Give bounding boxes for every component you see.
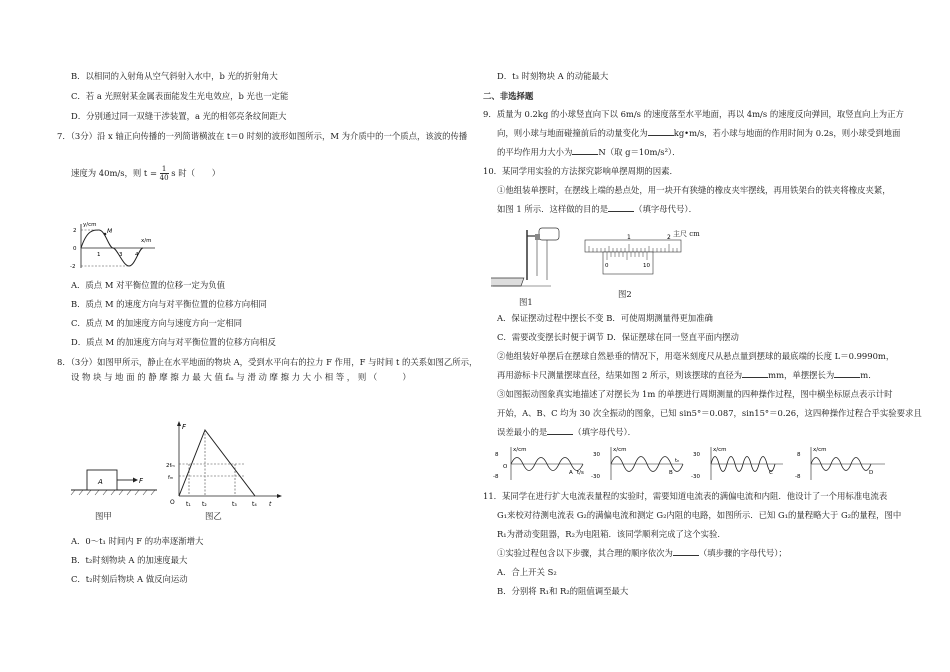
q10-part2-line-2 (483, 369, 877, 381)
caption-fig-2: 图2 (618, 289, 632, 299)
section-heading: 二、非选择题 (483, 91, 534, 101)
ft-2fm: 2fₘ (166, 463, 175, 469)
vernier-tick-10: 10 (643, 263, 650, 269)
q11-line-2: G₁来校对待测电流表 G₂的满偏电流和测定 G₂内阻的电路，如图所示．已知 G₁的量程略大于 G₂的量程，图中 (497, 510, 902, 520)
q7-speed-line (57, 165, 220, 182)
q11-text-b: （填步骤的字母代号）； (698, 548, 787, 558)
q9-text-c: 的平均作用力大小为 (497, 147, 573, 157)
q10-text-b: （填字母代号）． (634, 204, 697, 214)
block-a-label: A (98, 478, 103, 486)
q10-options-ab: A．保证摆动过程中摆长不变 B．可使周期测量得更加准确 (497, 313, 713, 323)
q11-line-3: R₁为滑动变阻器，R₂为电阻箱．该同学顺利完成了这个实验． (497, 529, 726, 539)
ft-axis-f: F (182, 423, 187, 431)
ft-t4: t₄ (252, 501, 257, 508)
osc-a-origin: O (503, 464, 508, 470)
q10-line-3 (483, 203, 697, 215)
q10-line-2: ①他组装单摆时，在摆线上端的悬点处，用一块开有狭缝的橡皮夹牢摆线，再用铁架台的铁夹将橡皮夹紧， (497, 185, 891, 195)
q6-option-c: C．若 a 光照射某金属表面能发生光电效应，b 光也一定能 (71, 91, 289, 101)
q7-stem: 7．（3分）沿 x 轴正向传播的一列简谐横波在 t＝0 时刻的波形如图所示，M 为介质中的一个质点，该波的传播 (57, 131, 468, 141)
osc-a-ylabel: x/cm (513, 447, 527, 453)
wave-x-label: x/m (141, 238, 152, 244)
q7-eq: = (149, 168, 157, 178)
wave-tick-x-4: 4 (135, 252, 139, 258)
q11-line-1: 11．某同学在进行扩大电流表量程的实验时，需要知道电流表的满偏电流和内阻．他设计了一个用标准电流表 (483, 491, 888, 501)
q10-p2-text-c: m． (860, 370, 877, 380)
q9-line-3 (483, 146, 680, 158)
q9-text-a: 向，则小球与地面碰撞前后的动量变化为 (497, 128, 648, 138)
vernier-main-text: 主尺 (673, 230, 687, 238)
q9-line-2 (483, 127, 900, 139)
q7-speed-suffix: s 时（ ） (171, 168, 221, 178)
q10-blank-3 (834, 369, 860, 378)
ft-t: t (269, 501, 272, 508)
q7-speed-prefix: 速度为 40m/s，则 t (71, 168, 148, 178)
wave-tick-y-neg2: -2 (70, 264, 76, 270)
vernier-tick-1: 1 (627, 234, 631, 241)
zoom-bubble (539, 228, 559, 240)
q8-stem-2: 设 物 块 与 地 面 的 静 摩 擦 力 最 大 值 fₘ 与 滑 动 摩 擦 力 大 小 相 等 ， 则 （ ） (71, 372, 411, 382)
q10-part2-line-1: ②他组装好单摆后在摆球自然悬垂的情况下，用毫米刻度尺从悬点量到摆球的最底端的长度 L＝0.9990m， (497, 351, 895, 361)
osc-a-t: t/s (577, 470, 584, 476)
osc-b-ylabel: x/cm (613, 447, 627, 453)
vernier-tick-0: 0 (605, 263, 609, 269)
osc-d-ylabel: x/cm (813, 447, 827, 453)
q10-stand-figure (491, 220, 571, 298)
wave-tick-x-3: 3 (119, 252, 123, 258)
q11-option-a: A．合上开关 S₂ (497, 567, 557, 577)
osc-b-bottom: -30 (591, 474, 600, 480)
q9-line-1: 9．质量为 0.2kg 的小球竖直向下以 6m/s 的速度落至水平地面，再以 4m/s 的速度反向弹回，取竖直向上为正方 (483, 109, 904, 119)
q7-frac-num: 1 (160, 165, 169, 174)
q10-part3-line-3 (483, 426, 636, 438)
vernier-tick-2: 2 (667, 234, 671, 241)
q11-blank-1 (673, 547, 699, 556)
ft-origin: O (170, 499, 175, 506)
q8-stem: 8．（3分）如图甲所示，静止在水平地面的物块 A，受到水平向右的拉力 F 作用，F 与时间 t 的关系如图乙所示， (57, 357, 478, 367)
q10-line-1: 10．某同学用实验的方法探究影响单摆周期的因素． (483, 166, 678, 176)
q10-p3-text-a: 误差最小的是 (497, 427, 548, 437)
q10-oscillation-figure (493, 444, 893, 484)
osc-d-label: D (869, 470, 874, 476)
q11-line-4 (483, 547, 787, 559)
q11-text-a: ①实验过程包含以下步骤，其合理的顺序依次为 (497, 548, 673, 558)
caption-fig-1: 图1 (519, 297, 533, 307)
q10-p2-text-a: 再用游标卡尺测量摆球直径，结果如图 2 所示，则该摆球的直径为 (497, 370, 743, 380)
wave-m-label: M (107, 228, 113, 235)
q9-text-d: N（取 g＝10m/s²）． (598, 147, 681, 157)
osc-a-label: A (569, 470, 573, 476)
q8-option-b: B．t₂时刻物块 A 的加速度最大 (71, 555, 188, 565)
q7-option-a: A．质点 M 对平衡位置的位移一定为负值 (71, 280, 225, 290)
q6-option-b: B．以相同的入射角从空气斜射入水中，b 光的折射角大 (71, 71, 278, 81)
force-label: F (139, 477, 144, 485)
q8-ft-graph (165, 420, 285, 510)
vernier-cm-text: cm (689, 230, 700, 238)
caption-fig-a: 图甲 (95, 511, 112, 521)
q7-option-c: C．质点 M 的加速度方向与速度方向一定相同 (71, 318, 243, 328)
osc-graph-b (591, 447, 683, 480)
q8-option-d: D．t₃ 时刻物块 A 的动能最大 (497, 71, 609, 81)
ft-triangle (179, 430, 255, 496)
vernier-main-label (673, 228, 700, 240)
osc-b-tn: tₙ (675, 458, 680, 464)
ft-t1: t₁ (186, 501, 191, 508)
caption-fig-b: 图乙 (205, 511, 222, 521)
osc-a-bottom: -8 (493, 474, 499, 480)
q10-options-cd: C．需要改变摆长时便于调节 D．保证摆球在同一竖直平面内摆动 (497, 332, 739, 342)
q8-option-a: A．0～t₁ 时间内 F 的功率逐渐增大 (71, 536, 204, 546)
q9-text-b: kg•m/s，若小球与地面的作用时间为 0.2s，则小球受到地面 (673, 128, 901, 138)
q8-option-c: C．t₂时刻后物块 A 做反向运动 (71, 574, 188, 584)
q7-frac-den: 40 (159, 174, 169, 182)
q6-option-d: D．分别通过同一双缝干涉装置，a 光的相邻亮条纹间距大 (71, 111, 287, 121)
osc-c-top: 30 (693, 452, 700, 458)
ft-t2: t₂ (202, 501, 207, 508)
q10-p3-text-b: （填字母代号）． (573, 427, 637, 437)
q10-blank-4 (547, 426, 573, 435)
q10-blank-2 (742, 369, 768, 378)
q7-fraction (160, 165, 169, 182)
osc-a-top: 8 (495, 452, 499, 458)
osc-graph-a (493, 447, 584, 480)
osc-d-bottom: -8 (795, 474, 801, 480)
q10-blank-1 (608, 203, 634, 212)
wave-point-m (104, 233, 107, 236)
osc-c-label: C (769, 470, 773, 476)
ft-t3: t₃ (232, 501, 237, 508)
wave-tick-y-2: 2 (73, 228, 77, 234)
q7-wave-figure (69, 220, 159, 272)
ft-fm: fₘ (168, 475, 174, 481)
q7-option-b: B．质点 M 的速度方向与对平衡位置的位移方向相同 (71, 299, 267, 309)
q8-block-figure (67, 458, 167, 508)
q9-blank-2 (572, 146, 598, 155)
osc-b-top: 30 (593, 452, 600, 458)
osc-c-ylabel: x/cm (713, 447, 727, 453)
wave-tick-x-1: 1 (97, 252, 101, 258)
q11-option-b: B．分别将 R₁和 R₂的阻值调至最大 (497, 586, 629, 596)
q10-part3-line-2: 开始，A、B、C 均为 30 次全振动的图象，已知 sin5°＝0.087，sin15°＝0.26，这四种操作过程合乎实验要求且 (497, 408, 922, 418)
q10-text-a: 如图 1 所示．这样做的目的是 (497, 204, 609, 214)
q10-p2-text-b: mm，单摆摆长为 (768, 370, 835, 380)
osc-c-bottom: -30 (691, 474, 700, 480)
osc-graph-d (795, 447, 885, 480)
osc-b-label: B (669, 470, 673, 476)
q10-part3-line-1: ③如图振动图象真实地描述了对摆长为 1m 的单摆进行周期测量的四种操作过程，图中横坐标原点表示计时 (497, 389, 893, 399)
q7-option-d: D．质点 M 的加速度方向与对平衡位置的位移方向相反 (71, 337, 276, 347)
wave-y-label: y/cm (83, 222, 97, 228)
q9-blank-1 (648, 127, 674, 136)
osc-d-top: 8 (797, 452, 801, 458)
q10-vernier-figure (583, 230, 683, 288)
wave-tick-y-0: 0 (73, 246, 77, 252)
osc-graph-c (691, 447, 783, 480)
